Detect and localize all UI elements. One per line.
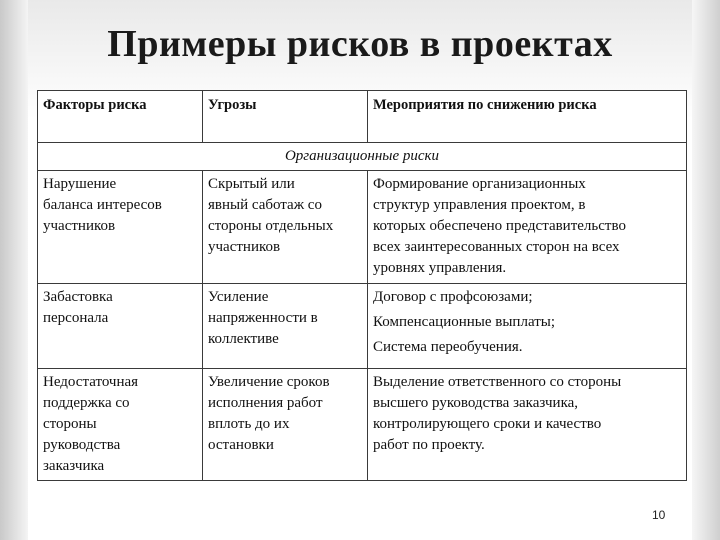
header-risk-factors: Факторы риска — [38, 91, 203, 143]
cell-line: Скрытый или — [208, 176, 295, 192]
cell-line: работ по проекту. — [373, 437, 485, 453]
cell-line: уровнях управления. — [373, 260, 507, 276]
cell-line: которых обеспечено представительство — [373, 218, 626, 234]
cell-line: исполнения работ — [208, 395, 323, 411]
cell-line: участников — [208, 239, 281, 255]
cell-line: Увеличение сроков — [208, 374, 330, 390]
left-shade — [0, 0, 28, 540]
slide-title: Примеры рисков в проектах — [107, 23, 613, 65]
cell-line: Недостаточная — [43, 374, 139, 390]
cell-line: Выделение ответственного со стороны — [373, 374, 622, 390]
header-threats: Угрозы — [203, 91, 368, 143]
cell-line: Компенсационные выплаты; — [373, 314, 556, 330]
table-row — [38, 369, 687, 481]
threat-cell — [203, 369, 368, 481]
cell-line: Формирование организационных — [373, 176, 586, 192]
factor-cell — [38, 284, 203, 369]
cell-line: Забастовка — [43, 289, 113, 305]
cell-line: участников — [43, 218, 116, 234]
section-row — [38, 143, 687, 171]
cell-line: Система переобучения. — [373, 339, 523, 355]
table-header-row — [38, 91, 687, 143]
cell-line: коллективе — [208, 331, 279, 347]
measures-cell — [368, 369, 687, 481]
cell-line: высшего руководства заказчика, — [373, 395, 579, 411]
cell-line: контролирующего сроки и качество — [373, 416, 602, 432]
threat-cell — [203, 171, 368, 284]
cell-line: руководства — [43, 437, 121, 453]
cell-line: стороны — [43, 416, 97, 432]
cell-line: поддержка со — [43, 395, 130, 411]
cell-line: Усиление — [208, 289, 269, 305]
table-row — [38, 284, 687, 369]
cell-line: вплоть до их — [208, 416, 290, 432]
cell-line: структур управления проектом, в — [373, 197, 586, 213]
threat-cell — [203, 284, 368, 369]
cell-line: остановки — [208, 437, 274, 453]
measures-cell — [368, 284, 687, 369]
right-shade — [692, 0, 720, 540]
factor-cell — [38, 171, 203, 284]
cell-line: Договор с профсоюзами; — [373, 289, 533, 305]
cell-line: всех заинтересованных сторон на всех — [373, 239, 620, 255]
page-number: 10 — [652, 508, 666, 522]
factor-cell — [38, 369, 203, 481]
risk-table — [37, 90, 687, 481]
cell-line: стороны отдельных — [208, 218, 334, 234]
cell-line: напряженности в — [208, 310, 318, 326]
cell-line: явный саботаж со — [208, 197, 322, 213]
table-row — [38, 171, 687, 284]
section-title: Организационные риски — [38, 143, 687, 171]
cell-line: баланса интересов — [43, 197, 162, 213]
measures-cell — [368, 171, 687, 284]
header-mitigation: Мероприятия по снижению риска — [368, 91, 687, 143]
cell-line: заказчика — [43, 458, 105, 474]
cell-line: персонала — [43, 310, 109, 326]
cell-line: Нарушение — [43, 176, 117, 192]
